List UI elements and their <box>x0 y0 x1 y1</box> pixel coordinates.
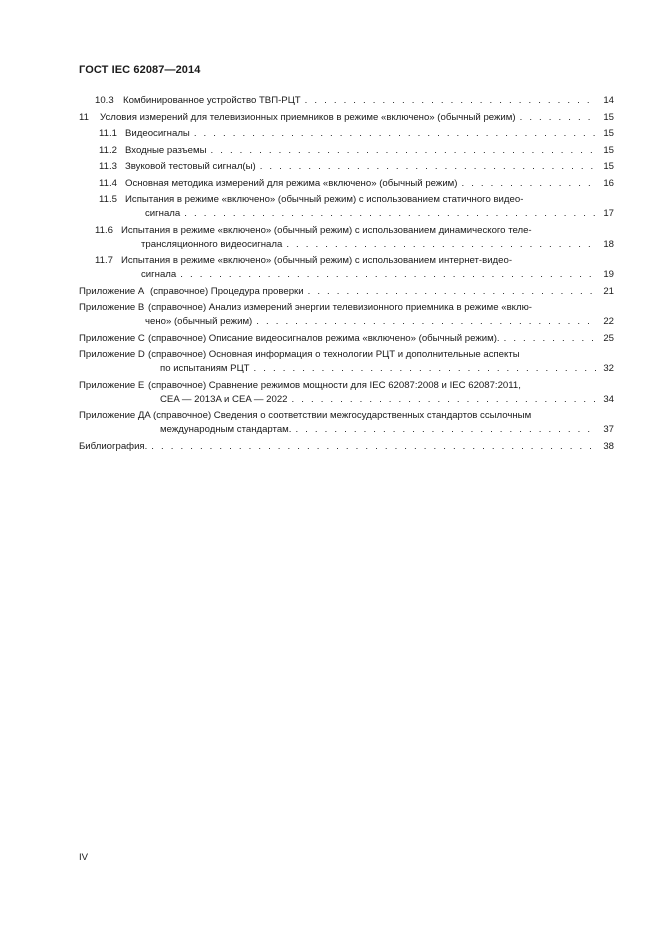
toc-entry-line <box>79 440 614 454</box>
toc-leader-dots <box>308 285 596 299</box>
toc-entry-number: Приложение Е <box>79 379 145 391</box>
toc-entry-page: 22 <box>603 316 614 327</box>
toc-entry-page: 15 <box>603 144 614 156</box>
toc-entry-page: 19 <box>603 269 614 280</box>
toc-leader-dots <box>180 268 596 282</box>
toc-entry-continuation <box>95 238 614 252</box>
toc-entry-title: (справочное) Сведения о соответствии межгосударственных стандартов ссылочным <box>153 410 532 421</box>
page-number: IV <box>79 852 89 863</box>
toc-entry[interactable] <box>79 254 614 282</box>
toc-entry[interactable] <box>79 332 614 346</box>
toc-entry-line <box>79 301 614 315</box>
toc-entry-number: 11.1 <box>99 128 117 139</box>
toc-entry[interactable] <box>79 111 614 125</box>
toc-entry-line <box>99 144 614 158</box>
toc-entry-page: 15 <box>603 161 614 172</box>
toc-entry-page: 14 <box>603 95 614 106</box>
toc-entry-title: Испытания в режиме «включено» (обычный режим) с использованием динамического теле- <box>121 224 532 236</box>
toc-entry-title: Основная методика измерений для режима «включено» (обычный режим) <box>125 177 458 189</box>
toc-entry-number: 11.6 <box>95 224 113 236</box>
toc-entry-page: 16 <box>603 177 614 189</box>
toc-entry[interactable] <box>79 177 614 191</box>
toc-entry-line <box>99 177 614 191</box>
toc-leader-dots <box>520 111 596 125</box>
toc-entry-continuation <box>95 268 614 282</box>
toc-leader-dots <box>194 127 596 141</box>
toc-entry[interactable] <box>79 285 614 299</box>
toc-entry-line <box>99 193 614 207</box>
toc-entry-number: Приложение ДА <box>79 410 151 421</box>
toc-entry-title: (справочное) Описание видеосигналов режима «включено» (обычный режим). <box>148 332 500 344</box>
toc-entry-title: Видеосигналы <box>125 128 190 139</box>
toc-entry-title: (справочное) Процедура проверки <box>150 285 304 297</box>
toc-entry[interactable] <box>79 94 614 108</box>
toc-entry-number: 11.2 <box>99 144 117 156</box>
toc-entry-page: 32 <box>603 363 614 374</box>
toc-entry-line <box>79 348 614 362</box>
toc-entry-page: 15 <box>603 128 614 139</box>
toc-entry[interactable] <box>79 144 614 158</box>
toc-entry-page: 37 <box>603 424 614 435</box>
toc-entry[interactable] <box>79 409 614 437</box>
toc-entry-title-continued: сигнала <box>141 269 177 280</box>
toc-entry-continuation <box>79 423 614 437</box>
toc-entry[interactable] <box>79 301 614 329</box>
toc-entry-page: 25 <box>603 332 614 344</box>
toc-entry-title: Звуковой тестовый сигнал(ы) <box>125 161 256 172</box>
toc-entry-page: 34 <box>603 393 614 405</box>
toc-entry[interactable] <box>79 127 614 141</box>
toc-leader-dots <box>260 160 596 174</box>
toc-entry-title: Условия измерений для телевизионных приемников в режиме «включено» (обычный режим) <box>100 111 516 123</box>
toc-entry-line <box>79 379 614 393</box>
toc-entry-title: (справочное) Основная информация о технологии РЦТ и дополнительные аспекты <box>148 349 520 360</box>
toc-entry-continuation <box>79 362 614 376</box>
toc-entry-page: 17 <box>603 208 614 219</box>
toc-entry-number: Приложение D <box>79 349 145 360</box>
table-of-contents <box>79 94 614 456</box>
toc-entry-line <box>79 285 614 299</box>
toc-entry[interactable] <box>79 440 614 454</box>
toc-entry-title: (справочное) Сравнение режимов мощности для IEC 62087:2008 и IEC 62087:2011, <box>148 379 521 391</box>
toc-leader-dots <box>184 207 596 221</box>
toc-entry[interactable] <box>79 348 614 376</box>
toc-entry-title: Входные разъемы <box>125 144 207 156</box>
toc-leader-dots <box>504 332 596 346</box>
toc-entry-number: Приложение В <box>79 302 145 313</box>
toc-entry-number: Приложение С <box>79 332 145 344</box>
toc-leader-dots <box>292 393 597 407</box>
toc-entry-title-continued: по испытаниям РЦТ <box>160 363 250 374</box>
toc-entry-line <box>95 94 614 108</box>
toc-entry-page: 18 <box>603 238 614 250</box>
toc-entry[interactable] <box>79 224 614 252</box>
toc-leader-dots <box>461 177 596 191</box>
toc-entry-title-continued: CEA — 2013A и CEA — 2022 <box>160 393 288 405</box>
toc-entry-continuation <box>79 315 614 329</box>
toc-entry-page: 15 <box>603 111 614 123</box>
toc-entry-number: 11.3 <box>99 161 117 172</box>
toc-entry-title: Комбинированное устройство ТВП-РЦТ <box>123 95 301 106</box>
toc-entry-number: 10.3 <box>95 95 114 106</box>
toc-entry-line <box>79 332 614 346</box>
toc-entry-continuation <box>79 393 614 407</box>
document-header: ГОСТ IEC 62087—2014 <box>79 64 201 76</box>
toc-entry-line <box>95 254 614 268</box>
toc-leader-dots <box>254 362 596 376</box>
toc-entry-line <box>99 127 614 141</box>
toc-leader-dots <box>305 94 596 108</box>
toc-entry-title: Библиография. <box>79 440 148 452</box>
toc-entry-title-continued: чено» (обычный режим) <box>145 316 253 327</box>
toc-leader-dots <box>295 423 596 437</box>
toc-leader-dots <box>151 440 596 454</box>
toc-entry-number: 11 <box>79 111 89 123</box>
toc-entry-title-continued: трансляционного видеосигнала <box>141 238 283 250</box>
toc-entry-title-continued: международным стандартам. <box>160 424 292 435</box>
toc-entry[interactable] <box>79 193 614 221</box>
toc-entry-line <box>99 160 614 174</box>
toc-entry-page: 38 <box>603 440 614 452</box>
toc-entry-line <box>79 111 614 125</box>
toc-entry-page: 21 <box>603 285 614 297</box>
toc-leader-dots <box>210 144 596 158</box>
toc-entry-title: (справочное) Анализ измерений энергии телевизионного приемника в режиме «вклю- <box>148 302 532 313</box>
toc-entry-title-continued: сигнала <box>145 208 181 219</box>
toc-entry-title: Испытания в режиме «включено» (обычный режим) с использованием интернет-видео- <box>121 255 513 266</box>
toc-leader-dots <box>256 315 596 329</box>
toc-entry-continuation <box>99 207 614 221</box>
toc-entry-number: Приложение А <box>79 285 145 297</box>
toc-entry[interactable] <box>79 160 614 174</box>
toc-entry-line <box>95 224 614 238</box>
toc-entry-number: 11.7 <box>95 255 113 266</box>
toc-entry-line <box>79 409 614 423</box>
toc-entry-title: Испытания в режиме «включено» (обычный режим) с использованием статичного видео- <box>125 194 524 205</box>
toc-entry-number: 11.5 <box>99 194 117 205</box>
toc-entry-number: 11.4 <box>99 177 117 189</box>
toc-entry[interactable] <box>79 379 614 407</box>
toc-leader-dots <box>286 238 596 252</box>
